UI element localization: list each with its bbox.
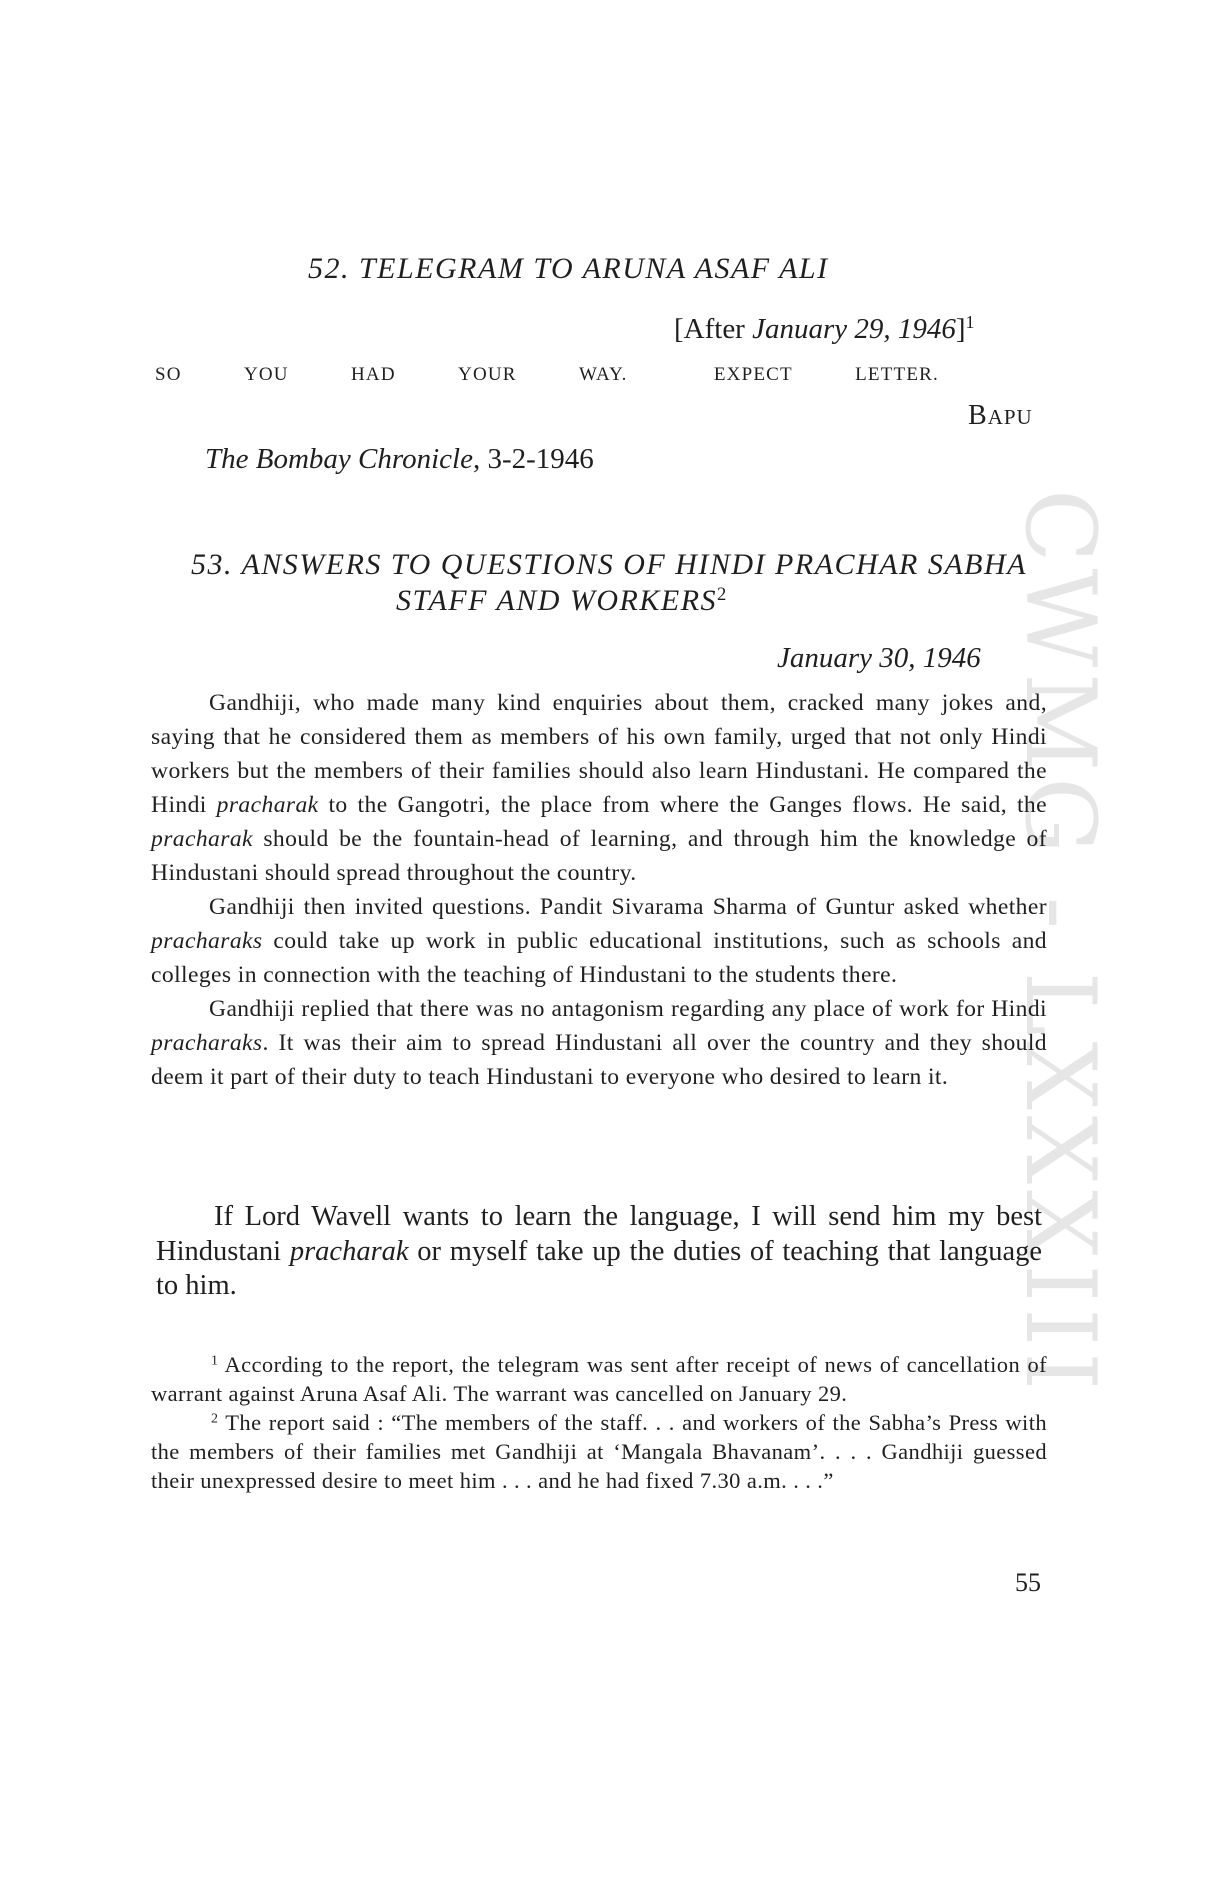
doc52-dateline <box>674 313 975 346</box>
signature-initial: B <box>968 400 988 431</box>
telegram-word: SO <box>155 364 182 385</box>
source-citation <box>205 443 594 476</box>
text-run: should be the fountain-head of learning, and through him the knowledge of Hindustani should spread throughout the country. <box>151 826 1047 886</box>
text-run: Gandhiji, who made many kind enquiries about them, cracked many jokes and, saying that he considered them as members of his own family, urged that not only Hindi workers but the members of their families should also learn Hindustani. He compared the Hindi <box>151 690 1047 818</box>
text-run: to the Gangotri, the place from where the Ganges flows. He said, the <box>318 792 1047 818</box>
text-run-italic: pracharaks <box>151 1030 263 1056</box>
text-run: . It was their aim to spread Hindustani all over the country and they should deem it part of their duty to teach Hindustani to everyone who desired to learn it. <box>151 1030 1047 1090</box>
footnote-number: 2 <box>211 1411 219 1427</box>
footnote-text: The report said : “The members of the staff. . . and workers of the Sabha’s Press with the members of their families met Gandhiji at ‘Mangala Bhavanam’. . . . Gandhiji guessed their unexpressed desire to meet him . . . and he had fixed 7.30 a.m. . . .” <box>151 1410 1047 1493</box>
source-publication: The Bombay Chronicle <box>205 443 473 475</box>
paragraph <box>151 992 1047 1094</box>
gandhi-quote <box>156 1200 1042 1304</box>
text-run: or myself take up the duties of teaching that language to him. <box>156 1235 1042 1301</box>
watermark: CWMG - LXXXIII <box>1004 489 1116 1397</box>
telegram-word: YOUR <box>458 364 517 385</box>
dateline-open: [After <box>674 313 753 345</box>
doc52-title: 52. TELEGRAM TO ARUNA ASAF ALI <box>308 252 829 285</box>
telegram-word: WAY. <box>578 364 628 385</box>
text-run: Gandhiji then invited questions. Pandit Sivarama Sharma of Guntur asked whether <box>209 894 1047 920</box>
telegram-word: YOU <box>243 364 289 385</box>
text-run-italic: pracharak <box>151 826 253 852</box>
footnote-text: According to the report, the telegram was sent after receipt of news of cancellation of warrant against Aruna Asaf Ali. The warrant was cancelled on January 29. <box>151 1352 1047 1406</box>
telegram-word: LETTER. <box>855 364 939 385</box>
doc53-body <box>151 686 1047 1094</box>
text-run-italic: pracharak <box>216 792 319 818</box>
doc53-title-line1: 53. ANSWERS TO QUESTIONS OF HINDI PRACHAR SABHA <box>191 548 1027 581</box>
doc53-date <box>777 642 981 675</box>
signature-rest: APU <box>987 405 1033 429</box>
footnotes <box>151 1350 1047 1495</box>
dateline-close: ] <box>955 313 966 345</box>
footnote-2 <box>151 1408 1047 1495</box>
telegram-word: EXPECT <box>713 364 793 385</box>
paragraph <box>151 686 1047 890</box>
page-number: 55 <box>1015 1568 1041 1597</box>
paragraph <box>151 890 1047 992</box>
doc53-title-line2-text: STAFF AND WORKERS <box>396 584 718 617</box>
doc53-date-text: January 30, 1946 <box>777 642 981 674</box>
text-run: If Lord Wavell wants to learn the language, I will send him my best Hindustani <box>156 1201 1042 1267</box>
telegram-text <box>155 364 1035 386</box>
text-run: Gandhiji replied that there was no antagonism regarding any place of work for Hindi <box>209 996 1047 1022</box>
footnote-1 <box>151 1350 1047 1408</box>
doc53-title-line2 <box>396 584 728 618</box>
dateline-date: January 29, 1946 <box>752 313 956 345</box>
text-run-italic: pracharak <box>289 1235 409 1267</box>
text-run-italic: pracharaks <box>151 928 263 954</box>
footnote-ref-1[interactable]: 1 <box>965 312 975 333</box>
telegram-word: HAD <box>351 364 396 385</box>
footnote-number: 1 <box>211 1353 219 1369</box>
paragraph <box>156 1200 1042 1304</box>
text-run: could take up work in public educational institutions, such as schools and colleges in connection with the teaching of Hindustani to the students there. <box>151 928 1047 988</box>
source-date: , 3-2-1946 <box>472 443 594 475</box>
signature <box>968 400 1033 432</box>
footnote-ref-2[interactable]: 2 <box>717 583 728 605</box>
